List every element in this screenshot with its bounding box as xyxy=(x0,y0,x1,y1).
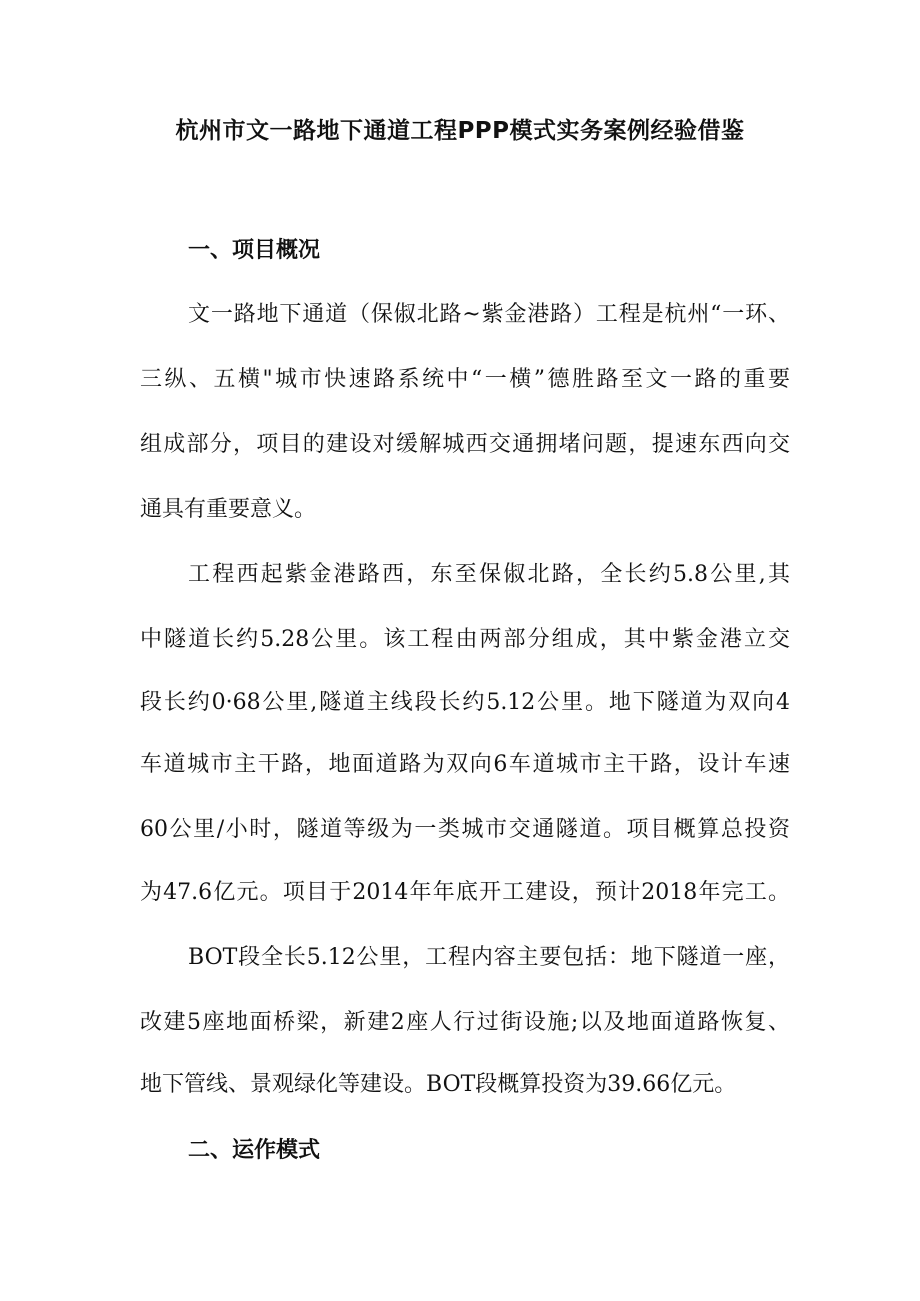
paragraph-line: 三纵、五横"城市快速路系统中“一横”德胜路至文一路的重要 xyxy=(140,367,790,392)
paragraph-line: 段长约0·68公里,隧道主线段长约5.12公里。地下隧道为双向4 xyxy=(140,690,790,715)
paragraph-line: BOT段全长5.12公里，工程内容主要包括：地下隧道一座， xyxy=(188,945,790,970)
paragraph-line: 文一路地下通道（保俶北路~紫金港路）工程是杭州“一环、 xyxy=(188,302,790,327)
paragraph-line: 组成部分，项目的建设对缓解城西交通拥堵问题，提速东西向交 xyxy=(140,432,790,457)
paragraph-line: 通具有重要意义。 xyxy=(140,497,317,522)
section-heading-operation-mode: 二、运作模式 xyxy=(188,1138,321,1163)
paragraph-line: 车道城市主干路，地面道路为双向6车道城市主干路，设计车速 xyxy=(140,752,790,777)
paragraph-line: 工程西起紫金港路西，东至保俶北路，全长约5.8公里,其 xyxy=(188,562,790,587)
section-heading-project-overview: 一、项目概况 xyxy=(188,238,321,263)
paragraph-line: 中隧道长约5.28公里。该工程由两部分组成，其中紫金港立交 xyxy=(140,627,790,652)
paragraph-line: 为47.6亿元。项目于2014年年底开工建设，预计2018年完工。 xyxy=(140,880,790,905)
document-title: 杭州市文一路地下通道工程PPP模式实务案例经验借鉴 xyxy=(175,118,745,144)
paragraph-line: 60公里/小时，隧道等级为一类城市交通隧道。项目概算总投资 xyxy=(140,817,790,842)
paragraph-line: 改建5座地面桥梁，新建2座人行过街设施;以及地面道路恢复、 xyxy=(140,1010,790,1035)
paragraph-line: 地下管线、景观绿化等建设。BOT段概算投资为39.66亿元。 xyxy=(140,1072,737,1097)
